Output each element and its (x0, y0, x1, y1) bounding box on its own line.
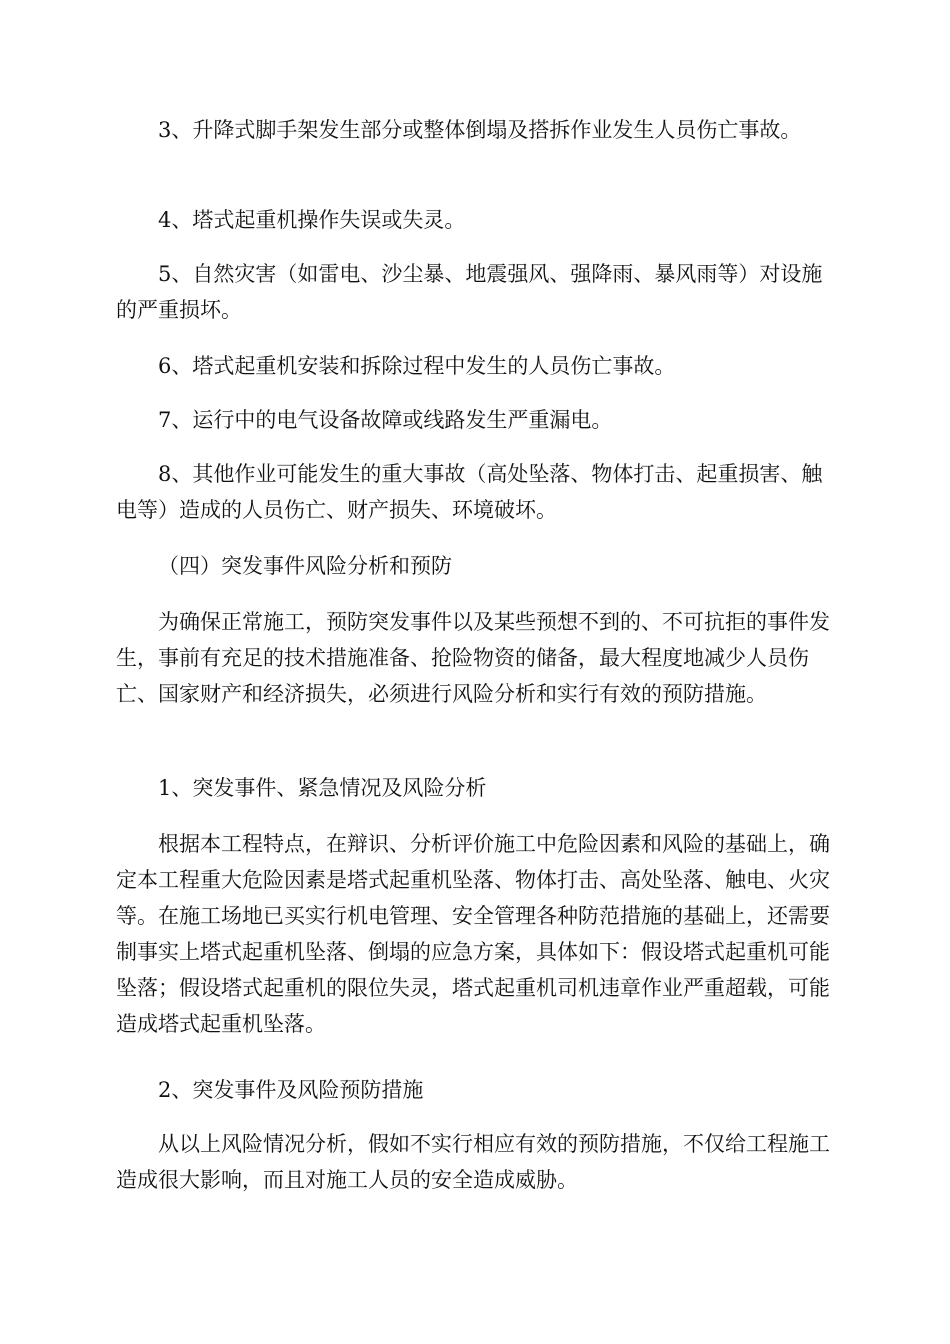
paragraph-item-3: 3、升降式脚手架发生部分或整体倒塌及搭拆作业发生人员伤亡事故。 (158, 118, 802, 142)
prevention-paragraph: 从以上风险情况分析，假如不实行相应有效的预防措施，不仅给工程施工造成很大影响，而且对施工人员的安全造成威胁。 (116, 1132, 830, 1192)
paragraph-item-5: 5、自然灾害（如雷电、沙尘暴、地震强风、强降雨、暴风雨等）对设施的严重损坏。 (116, 262, 823, 322)
section-heading: （四）突发事件风险分析和预防 (158, 554, 452, 578)
paragraph-item-4: 4、塔式起重机操作失误或失灵。 (158, 208, 466, 232)
intro-paragraph: 为确保正常施工，预防突发事件以及某些预想不到的、不可抗拒的事件发生，事前有充足的技术措施准备、抢险物资的储备，最大程度地减少人员伤亡、国家财产和经济损失，必须进行风险分析和实行有效的预防措施。 (116, 610, 830, 706)
subsection-heading-1: 1、突发事件、紧急情况及风险分析 (158, 776, 487, 800)
subsection-heading-2: 2、突发事件及风险预防措施 (158, 1078, 424, 1102)
risk-analysis-paragraph: 根据本工程特点，在辩识、分析评价施工中危险因素和风险的基础上，确定本工程重大危险因素是塔式起重机坠落、物体打击、高处坠落、触电、火灾等。在施工场地已买实行机电管理、安全管理各种防范措施的基础上，还需要制事实上塔式起重机坠落、倒塌的应急方案，具体如下：假设塔式起重机可能坠落；假设塔式起重机的限位失灵，塔式起重机司机违章作业严重超载，可能造成塔式起重机坠落。 (116, 832, 830, 1036)
paragraph-item-8: 8、其他作业可能发生的重大事故（高处坠落、物体打击、起重损害、触电等）造成的人员伤亡、财产损失、环境破坏。 (116, 462, 823, 522)
paragraph-item-6: 6、塔式起重机安装和拆除过程中发生的人员伤亡事故。 (158, 354, 676, 378)
paragraph-item-7: 7、运行中的电气设备故障或线路发生严重漏电。 (158, 408, 613, 432)
